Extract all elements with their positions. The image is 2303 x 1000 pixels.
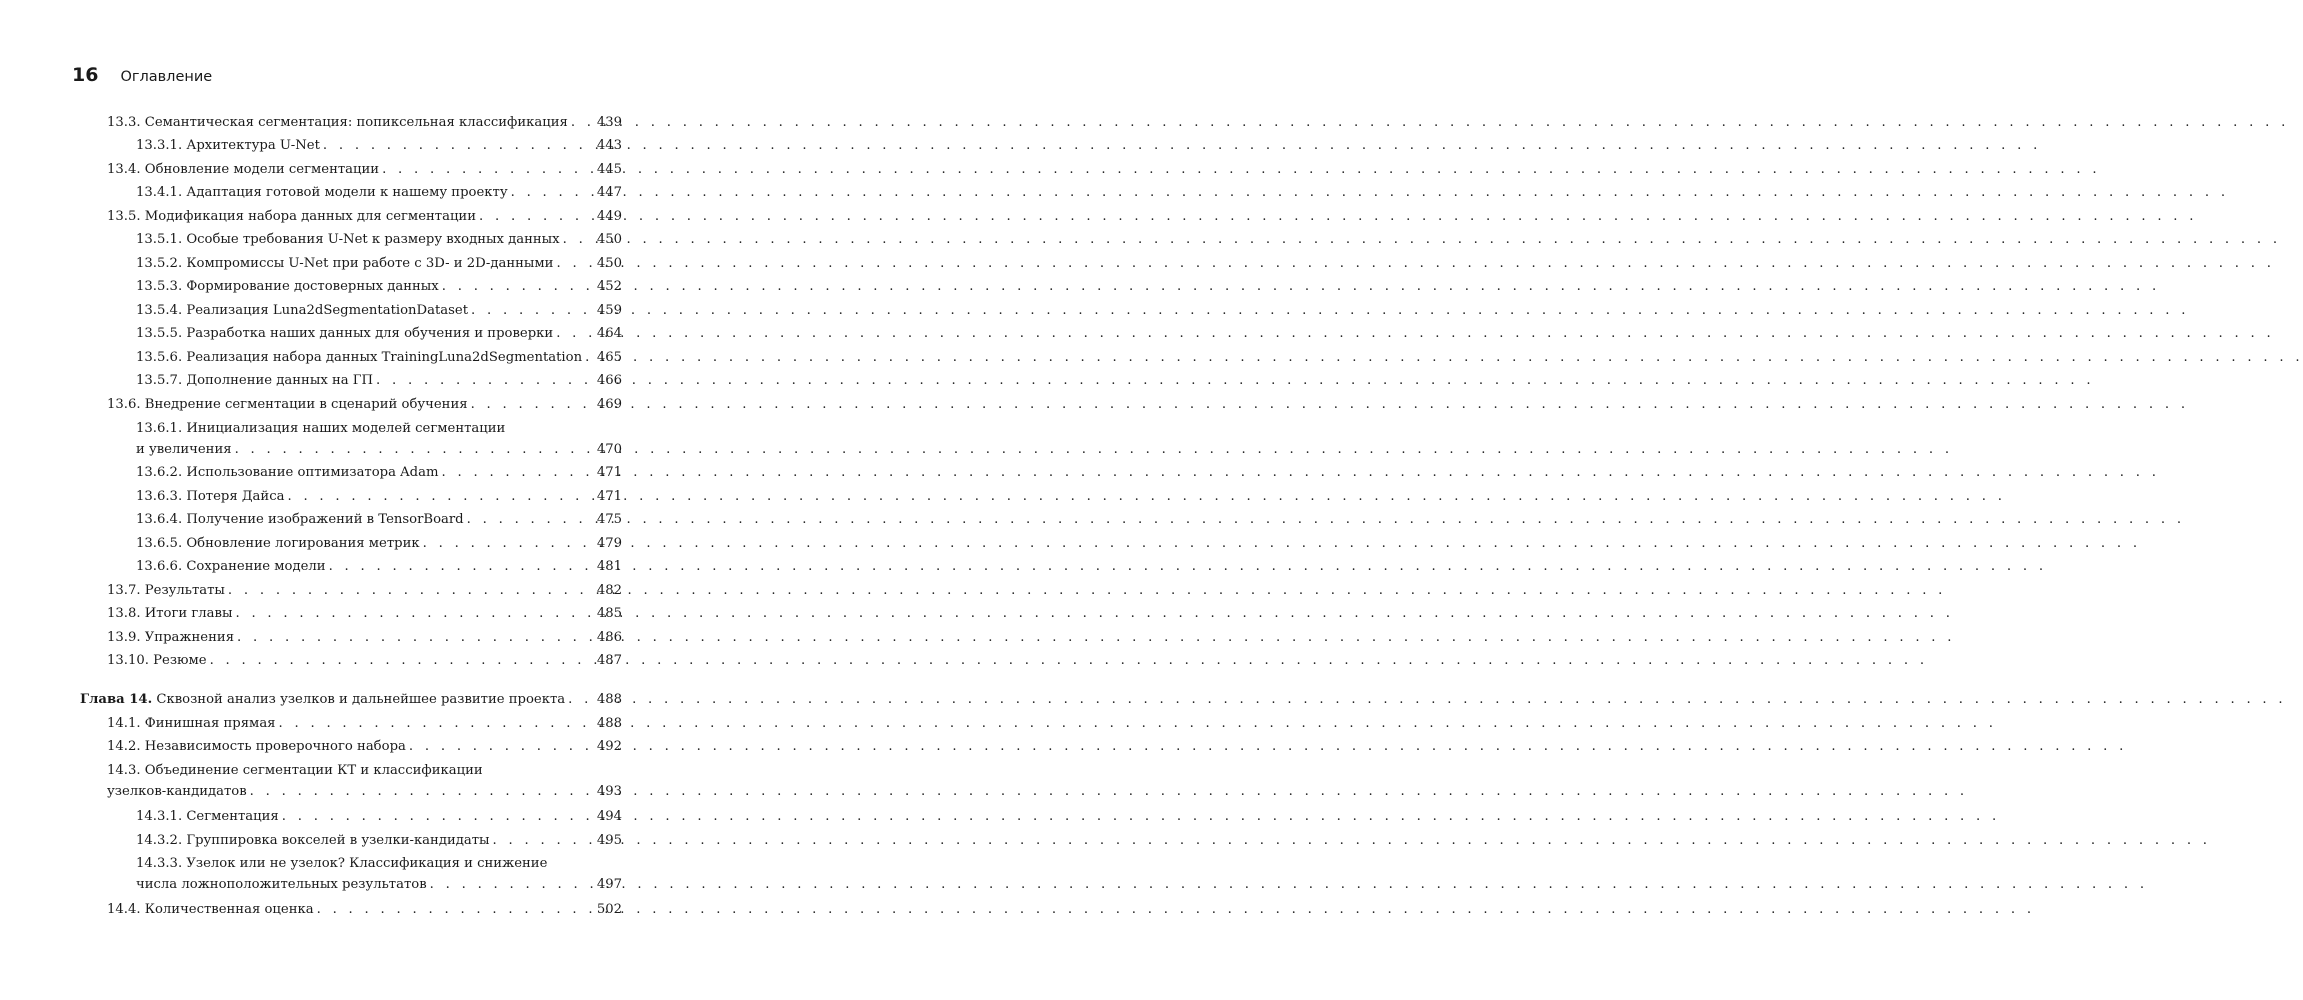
toc-entry-line [136, 874, 622, 895]
toc-entry-number: 14.4. [107, 902, 141, 917]
toc-entry-page: 497 [596, 877, 622, 892]
toc-entry-number: 13.9. [107, 630, 141, 645]
dot-leader [508, 182, 596, 203]
dot-leader [560, 229, 596, 250]
toc-entry-number: 13.6. [107, 397, 141, 412]
toc-entry-page: 466 [596, 373, 622, 388]
toc-entry-number: 14.3.3. [136, 856, 183, 871]
toc-entry-title: Сквозной анализ узелков и дальнейшее развитие проекта [156, 692, 566, 707]
toc-entry-number: 13.5.2. [136, 256, 183, 271]
toc-entry-number: 13.5.3. [136, 279, 183, 294]
toc-entry-line [136, 135, 622, 156]
toc-entry-line [107, 394, 622, 415]
toc-entry-number: 13.5. [107, 209, 141, 224]
dot-leader [225, 580, 596, 601]
dot-leader [427, 874, 596, 895]
toc-entry [136, 556, 622, 577]
toc-entry [136, 830, 622, 851]
toc-entry-title: Реализация Luna2dSegmentationDataset [186, 303, 468, 318]
toc-entry [107, 394, 622, 415]
toc-entry [107, 603, 622, 624]
toc-entry [136, 853, 622, 895]
dot-leader [234, 627, 596, 648]
toc-entry-line [107, 713, 622, 734]
toc-entry-page: 493 [596, 784, 622, 799]
toc-entry-line [136, 556, 622, 577]
toc-entry-number: 13.3. [107, 115, 141, 130]
dot-leader [379, 159, 596, 180]
toc-entry [107, 899, 622, 920]
toc-entry-title: Использование оптимизатора Adam [186, 465, 439, 480]
dot-leader [276, 713, 596, 734]
toc-entry-title: Формирование достоверных данных [186, 279, 439, 294]
toc-entry-title: Внедрение сегментации в сценарий обучения [144, 397, 468, 412]
toc-entry-page: 470 [596, 442, 622, 457]
toc-entry-line [136, 439, 622, 460]
toc-entry [107, 159, 622, 180]
toc-entry-title: Упражнения [144, 630, 235, 645]
dot-leader [490, 830, 596, 851]
toc-entry-title: Адаптация готовой модели к нашему проекту [186, 185, 508, 200]
toc-entry-number: 13.6.3. [136, 489, 183, 504]
toc-entry-title: Реализация набора данных TrainingLuna2dSegmentation [186, 350, 583, 365]
table-of-contents [0, 0, 708, 1000]
toc-entry-line [107, 603, 622, 624]
toc-entry-title: Семантическая сегментация: попиксельная классификация [144, 115, 568, 130]
toc-entry-title: Обновление модели сегментации [144, 162, 380, 177]
toc-entry-page: 481 [596, 559, 622, 574]
toc-entry-number: 14.1. [107, 716, 141, 731]
dot-leader [439, 462, 596, 483]
toc-entry [136, 253, 622, 274]
toc-entry-page: 502 [596, 902, 622, 917]
toc-entry [107, 206, 622, 227]
dot-leader [326, 556, 596, 577]
toc-entry-line [136, 276, 622, 297]
toc-entry-first-line [136, 418, 622, 439]
toc-entry-line [136, 323, 622, 344]
toc-chapter-entry [80, 689, 622, 710]
dot-leader [582, 347, 596, 368]
running-head: Оглавление [120, 69, 213, 85]
toc-entry-number: 13.7. [107, 583, 141, 598]
dot-leader [464, 509, 596, 530]
toc-entry [107, 736, 622, 757]
toc-entry [136, 509, 622, 530]
toc-entry-title: Архитектура U-Net [186, 138, 320, 153]
dot-leader [476, 206, 596, 227]
toc-entry-title: Резюме [153, 653, 207, 668]
toc-entry-number: 13.5.4. [136, 303, 183, 318]
toc-entry-number: 13.6.1. [136, 421, 183, 436]
toc-entry-title: Количественная оценка [144, 902, 314, 917]
toc-entry-number: 13.6.4. [136, 512, 183, 527]
dot-leader [247, 781, 596, 802]
toc-entry-number: 13.5.7. [136, 373, 183, 388]
dot-leader [468, 300, 596, 321]
toc-entry-first-line [107, 760, 622, 781]
toc-entry-title: Модификация набора данных для сегментации [144, 209, 477, 224]
toc-entry-title-continued: узелков-кандидатов [107, 784, 247, 799]
toc-entry-number: 13.5.5. [136, 326, 183, 341]
toc-entry-title: Группировка вокселей в узелки-кандидаты [186, 833, 490, 848]
toc-entry-page: 459 [596, 303, 622, 318]
toc-entry-page: 475 [596, 512, 622, 527]
toc-entry-number: 13.4. [107, 162, 141, 177]
toc-entry-page: 495 [596, 833, 622, 848]
dot-leader [468, 394, 596, 415]
toc-entry-line [107, 650, 622, 671]
toc-entry-page: 486 [596, 630, 622, 645]
dot-leader [207, 650, 596, 671]
toc-entry-page: 479 [596, 536, 622, 551]
toc-entry-line [136, 462, 622, 483]
toc-entry-page: 445 [596, 162, 622, 177]
toc-entry-line [136, 300, 622, 321]
dot-leader [420, 533, 596, 554]
toc-entry-title: Финишная прямая [144, 716, 276, 731]
toc-entry [136, 300, 622, 321]
toc-entry-page: 487 [596, 653, 622, 668]
toc-entry-page: 449 [596, 209, 622, 224]
dot-leader [439, 276, 596, 297]
toc-entry-number: 14.2. [107, 739, 141, 754]
toc-entry-page: 465 [596, 350, 622, 365]
toc-entry-line [136, 806, 622, 827]
toc-entry-number: 14.3.1. [136, 809, 183, 824]
toc-entry-number: 13.8. [107, 606, 141, 621]
toc-entry-line [136, 253, 622, 274]
toc-entry-page: 439 [596, 115, 622, 130]
toc-entry [136, 370, 622, 391]
toc-entry-line [107, 206, 622, 227]
toc-entry-line [136, 830, 622, 851]
toc-entry-title: Компромиссы U-Net при работе с 3D- и 2D-данными [186, 256, 554, 271]
toc-entry [107, 713, 622, 734]
toc-entry-title: Получение изображений в TensorBoard [186, 512, 464, 527]
toc-entry-title: Обновление логирования метрик [186, 536, 420, 551]
dot-leader [373, 370, 596, 391]
toc-entry-page: 464 [596, 326, 622, 341]
dot-leader [565, 689, 596, 710]
toc-entry-first-line [136, 853, 622, 874]
toc-entry [136, 182, 622, 203]
toc-entry-title: Результаты [144, 583, 225, 598]
toc-entry [136, 462, 622, 483]
dot-leader [406, 736, 596, 757]
toc-entry [107, 112, 622, 133]
toc-entry-line [136, 347, 622, 368]
toc-entry-line [136, 370, 622, 391]
toc-entry-number: 13.3.1. [136, 138, 183, 153]
toc-entry [136, 276, 622, 297]
toc-entry-page: 482 [596, 583, 622, 598]
toc-entry-page: 443 [596, 138, 622, 153]
toc-entry-line [107, 899, 622, 920]
toc-entry-page: 447 [596, 185, 622, 200]
dot-leader [232, 603, 595, 624]
toc-entry-title: Узелок или не узелок? Классификация и снижение [186, 856, 548, 871]
dot-leader [568, 112, 596, 133]
toc-entry-line [107, 736, 622, 757]
toc-entry-page: 485 [596, 606, 622, 621]
toc-entry-line [107, 781, 622, 802]
toc-entry-number: 13.5.6. [136, 350, 183, 365]
toc-entry-number: 13.6.2. [136, 465, 183, 480]
toc-entry-title: Объединение сегментации КТ и классификации [144, 763, 483, 778]
toc-entry-line [80, 689, 622, 710]
toc-entry-line [136, 486, 622, 507]
toc-entry-title: Инициализация наших моделей сегментации [186, 421, 506, 436]
dot-leader [279, 806, 596, 827]
dot-leader [232, 439, 596, 460]
toc-entry-title-continued: числа ложноположительных результатов [136, 877, 427, 892]
toc-entry-number: 14.3. [107, 763, 141, 778]
toc-entry-title: Сегментация [186, 809, 279, 824]
toc-entry-title: Итоги главы [144, 606, 233, 621]
toc-entry-page: 492 [596, 739, 622, 754]
toc-entry [107, 650, 622, 671]
toc-entry-line [136, 533, 622, 554]
toc-entry-title: Особые требования U-Net к размеру входных данных [186, 232, 560, 247]
toc-entry-line [107, 112, 622, 133]
dot-leader [553, 323, 596, 344]
toc-entry-number: 14.3.2. [136, 833, 183, 848]
toc-entry-line [107, 159, 622, 180]
toc-entry-page: 471 [596, 465, 622, 480]
toc-entry-title: Разработка наших данных для обучения и проверки [186, 326, 554, 341]
toc-entry-number: 13.6.5. [136, 536, 183, 551]
toc-entry-number: 13.4.1. [136, 185, 183, 200]
toc-entry-page: 450 [596, 256, 622, 271]
toc-entry-page: 452 [596, 279, 622, 294]
toc-entry-title: Сохранение модели [186, 559, 326, 574]
toc-entry [107, 580, 622, 601]
chapter-label: Глава 14. [80, 692, 153, 707]
toc-entry-page: 494 [596, 809, 622, 824]
toc-entry-title-continued: и увеличения [136, 442, 232, 457]
toc-entry [136, 418, 622, 460]
toc-entry-page: 488 [596, 692, 622, 707]
toc-entry-number: 13.5.1. [136, 232, 183, 247]
toc-entry-title: Дополнение данных на ГП [186, 373, 374, 388]
toc-entry-page: 469 [596, 397, 622, 412]
toc-entry [136, 229, 622, 250]
toc-entry [136, 806, 622, 827]
toc-entry [136, 323, 622, 344]
dot-leader [553, 253, 595, 274]
toc-entry [136, 135, 622, 156]
toc-entry [136, 486, 622, 507]
toc-entry-number: 13.10. [107, 653, 149, 668]
toc-entry-page: 450 [596, 232, 622, 247]
toc-entry-line [136, 509, 622, 530]
toc-entry [107, 627, 622, 648]
toc-entry-line [136, 182, 622, 203]
toc-entry-line [136, 229, 622, 250]
toc-entry-page: 488 [596, 716, 622, 731]
toc-entry-line [107, 627, 622, 648]
toc-entry [136, 533, 622, 554]
toc-entry-title: Независимость проверочного набора [144, 739, 406, 754]
toc-entry [107, 760, 622, 802]
toc-entry-page: 471 [596, 489, 622, 504]
toc-entry-line [107, 580, 622, 601]
dot-leader [320, 135, 596, 156]
dot-leader [284, 486, 595, 507]
toc-entry-title: Потеря Дайса [186, 489, 285, 504]
page-number: 16 [72, 64, 99, 86]
toc-entry [136, 347, 622, 368]
dot-leader [314, 899, 596, 920]
toc-entry-number: 13.6.6. [136, 559, 183, 574]
